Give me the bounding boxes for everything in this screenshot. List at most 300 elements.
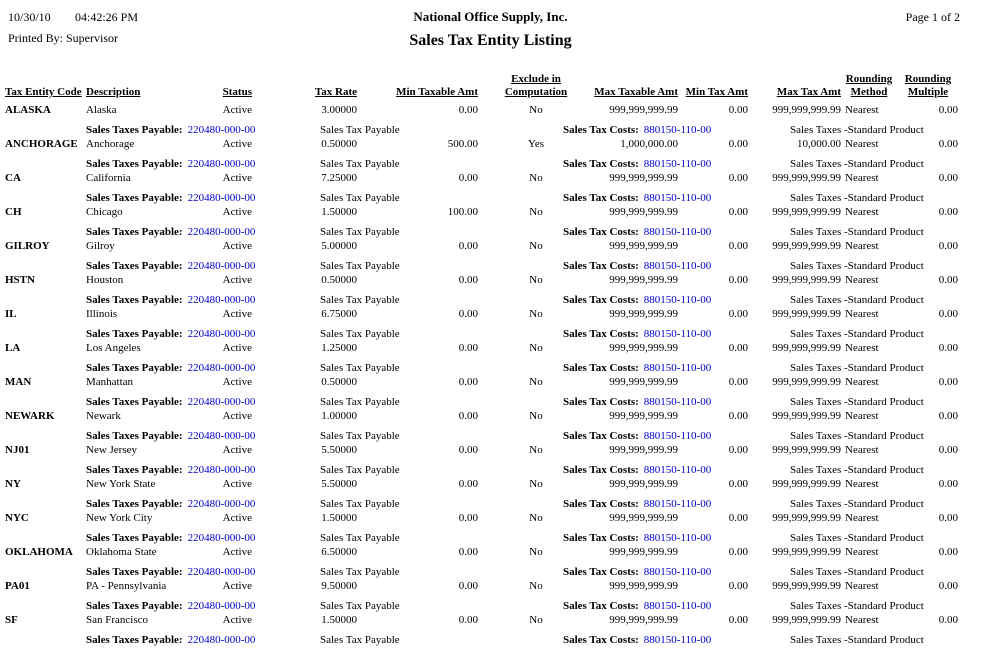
- entity-min-tax-amt: 0.00: [728, 104, 748, 116]
- entity-status: Active: [222, 240, 252, 252]
- sales-taxes-payable-account-desc: Sales Tax Payable: [320, 124, 400, 136]
- sales-taxes-payable-account-desc: Sales Tax Payable: [320, 192, 400, 204]
- sales-taxes-payable-account-desc: Sales Tax Payable: [320, 158, 400, 170]
- sales-tax-costs-label: Sales Tax Costs:: [563, 430, 639, 442]
- entity-min-taxable-amt: 0.00: [458, 172, 478, 184]
- entity-group: [0, 375, 981, 409]
- sales-tax-costs-account-desc: Sales Taxes -Standard Product: [790, 192, 924, 204]
- header-min-tax-amt: Min Tax Amt: [685, 86, 748, 98]
- entity-rounding-method: Nearest: [845, 274, 879, 286]
- entity-min-taxable-amt: 0.00: [458, 104, 478, 116]
- sales-taxes-payable-account-link[interactable]: 220480-000-00: [187, 226, 256, 238]
- entity-group: [0, 443, 981, 477]
- entity-row: [0, 273, 981, 287]
- sales-tax-costs-account-link[interactable]: 880150-110-00: [643, 430, 712, 442]
- sales-taxes-payable-account-link[interactable]: 220480-000-00: [187, 498, 256, 510]
- sales-tax-costs-account-desc: Sales Taxes -Standard Product: [790, 600, 924, 612]
- entity-code: MAN: [5, 376, 32, 388]
- entity-row: [0, 409, 981, 423]
- entity-rounding-multiple: 0.00: [938, 274, 958, 286]
- accounts-row: [0, 327, 981, 341]
- entity-status: Active: [222, 478, 252, 490]
- sales-tax-costs-account-desc: Sales Taxes -Standard Product: [790, 396, 924, 408]
- entity-max-taxable-amt: 999,999,999.99: [609, 308, 678, 320]
- entity-exclude-in-computation: Yes: [527, 138, 544, 150]
- entity-status: Active: [222, 376, 252, 388]
- entity-row: [0, 171, 981, 185]
- sales-taxes-payable-account-desc: Sales Tax Payable: [320, 430, 400, 442]
- entity-rounding-method: Nearest: [845, 478, 879, 490]
- entity-status: Active: [222, 444, 252, 456]
- sales-taxes-payable-label: Sales Taxes Payable:: [86, 498, 183, 510]
- entity-rounding-multiple: 0.00: [938, 172, 958, 184]
- entity-description: Gilroy: [86, 240, 115, 252]
- entity-min-tax-amt: 0.00: [728, 614, 748, 626]
- entity-exclude-in-computation: No: [529, 274, 543, 286]
- accounts-row: [0, 395, 981, 409]
- entity-status: Active: [222, 138, 252, 150]
- sales-tax-costs-account-link[interactable]: 880150-110-00: [643, 532, 712, 544]
- header-exclude-in-computation: Exclude in Computation: [504, 73, 568, 98]
- entity-max-taxable-amt: 999,999,999.99: [609, 342, 678, 354]
- entity-rounding-method: Nearest: [845, 410, 879, 422]
- entity-code: GILROY: [5, 240, 50, 252]
- report-title: Sales Tax Entity Listing: [409, 32, 572, 49]
- entity-group: [0, 613, 981, 647]
- sales-taxes-payable-label: Sales Taxes Payable:: [86, 464, 183, 476]
- entity-group: [0, 205, 981, 239]
- entity-status: Active: [222, 614, 252, 626]
- sales-taxes-payable-label: Sales Taxes Payable:: [86, 124, 183, 136]
- entity-max-taxable-amt: 999,999,999.99: [609, 444, 678, 456]
- entity-max-tax-amt: 999,999,999.99: [772, 308, 841, 320]
- entity-min-taxable-amt: 0.00: [458, 478, 478, 490]
- sales-taxes-payable: [86, 429, 255, 443]
- entity-code: OKLAHOMA: [5, 546, 73, 558]
- entity-min-tax-amt: 0.00: [728, 376, 748, 388]
- sales-tax-costs-account-link[interactable]: 880150-110-00: [643, 124, 712, 136]
- sales-taxes-payable-account-desc: Sales Tax Payable: [320, 260, 400, 272]
- sales-tax-costs-account-desc: Sales Taxes -Standard Product: [790, 294, 924, 306]
- sales-taxes-payable-account-desc: Sales Tax Payable: [320, 566, 400, 578]
- entity-max-taxable-amt: 999,999,999.99: [609, 410, 678, 422]
- entity-row: [0, 103, 981, 117]
- sales-tax-costs-account-desc: Sales Taxes -Standard Product: [790, 498, 924, 510]
- entity-exclude-in-computation: No: [529, 240, 543, 252]
- entity-row: [0, 239, 981, 253]
- sales-tax-costs-account-desc: Sales Taxes -Standard Product: [790, 634, 924, 646]
- sales-taxes-payable-account-link[interactable]: 220480-000-00: [187, 294, 256, 306]
- entity-max-tax-amt: 999,999,999.99: [772, 104, 841, 116]
- sales-taxes-payable: [86, 293, 255, 307]
- entity-status: Active: [222, 104, 252, 116]
- accounts-row: [0, 191, 981, 205]
- sales-tax-costs-label: Sales Tax Costs:: [563, 192, 639, 204]
- entity-description: Anchorage: [86, 138, 135, 150]
- sales-tax-costs-account-link[interactable]: 880150-110-00: [643, 396, 712, 408]
- report-date: 10/30/10: [8, 10, 51, 24]
- entity-code: CH: [5, 206, 22, 218]
- sales-tax-costs-account-link[interactable]: 880150-110-00: [643, 566, 712, 578]
- sales-tax-costs-account-link[interactable]: 880150-110-00: [643, 634, 712, 646]
- sales-tax-costs-account-link[interactable]: 880150-110-00: [643, 464, 712, 476]
- entity-min-tax-amt: 0.00: [728, 206, 748, 218]
- entity-rounding-multiple: 0.00: [938, 308, 958, 320]
- entity-row: [0, 341, 981, 355]
- sales-taxes-payable-account-desc: Sales Tax Payable: [320, 498, 400, 510]
- entity-min-taxable-amt: 0.00: [458, 580, 478, 592]
- sales-taxes-payable-account-link[interactable]: 220480-000-00: [187, 158, 256, 170]
- entity-tax-rate: 1.00000: [321, 410, 357, 422]
- entity-description: Houston: [86, 274, 124, 286]
- sales-taxes-payable-account-link[interactable]: 220480-000-00: [187, 328, 256, 340]
- sales-tax-costs: [563, 123, 711, 137]
- entity-description: New Jersey: [86, 444, 138, 456]
- accounts-row: [0, 599, 981, 613]
- entity-row: [0, 307, 981, 321]
- entity-max-tax-amt: 999,999,999.99: [772, 512, 841, 524]
- sales-tax-costs: [563, 531, 711, 545]
- sales-taxes-payable-label: Sales Taxes Payable:: [86, 260, 183, 272]
- entity-row: [0, 613, 981, 627]
- header-tax-rate: Tax Rate: [314, 86, 357, 98]
- entity-exclude-in-computation: No: [529, 342, 543, 354]
- entity-status: Active: [222, 172, 252, 184]
- entity-max-tax-amt: 999,999,999.99: [772, 546, 841, 558]
- header-min-taxable-amt: Min Taxable Amt: [396, 86, 478, 98]
- entity-rounding-method: Nearest: [845, 546, 879, 558]
- entity-status: Active: [222, 410, 252, 422]
- sales-tax-costs: [563, 395, 711, 409]
- sales-taxes-payable-account-link[interactable]: 220480-000-00: [187, 362, 256, 374]
- sales-tax-costs: [563, 157, 711, 171]
- sales-taxes-payable: [86, 361, 255, 375]
- entity-rounding-method: Nearest: [845, 342, 879, 354]
- sales-taxes-payable-account-desc: Sales Tax Payable: [320, 464, 400, 476]
- entity-row: [0, 579, 981, 593]
- entity-max-taxable-amt: 999,999,999.99: [609, 274, 678, 286]
- entity-rounding-multiple: 0.00: [938, 138, 958, 150]
- entity-row: [0, 477, 981, 491]
- entity-row: [0, 375, 981, 389]
- sales-taxes-payable-label: Sales Taxes Payable:: [86, 294, 183, 306]
- entity-tax-rate: 0.50000: [321, 274, 357, 286]
- entity-max-tax-amt: 999,999,999.99: [772, 614, 841, 626]
- entity-min-tax-amt: 0.00: [728, 512, 748, 524]
- entity-max-taxable-amt: 999,999,999.99: [609, 546, 678, 558]
- entity-group: [0, 171, 981, 205]
- entity-code: ANCHORAGE: [5, 138, 78, 150]
- header-rounding-multiple: Rounding Multiple: [904, 73, 952, 98]
- sales-taxes-payable-account-desc: Sales Tax Payable: [320, 362, 400, 374]
- sales-tax-costs: [563, 361, 711, 375]
- entity-min-taxable-amt: 0.00: [458, 410, 478, 422]
- sales-taxes-payable: [86, 157, 255, 171]
- entity-tax-rate: 7.25000: [321, 172, 357, 184]
- entity-group: [0, 341, 981, 375]
- sales-taxes-payable: [86, 123, 255, 137]
- sales-taxes-payable: [86, 225, 255, 239]
- sales-tax-costs: [563, 463, 711, 477]
- entity-max-taxable-amt: 999,999,999.99: [609, 580, 678, 592]
- sales-tax-costs-account-link[interactable]: 880150-110-00: [643, 294, 712, 306]
- sales-taxes-payable: [86, 259, 255, 273]
- entity-max-taxable-amt: 999,999,999.99: [609, 478, 678, 490]
- sales-taxes-payable: [86, 565, 255, 579]
- entity-group: [0, 511, 981, 545]
- sales-tax-costs-label: Sales Tax Costs:: [563, 600, 639, 612]
- entity-status: Active: [222, 274, 252, 286]
- sales-tax-costs-label: Sales Tax Costs:: [563, 634, 639, 646]
- entity-group: [0, 137, 981, 171]
- accounts-row: [0, 361, 981, 375]
- header-max-taxable-amt: Max Taxable Amt: [594, 86, 678, 98]
- sales-taxes-payable-account-desc: Sales Tax Payable: [320, 600, 400, 612]
- entity-tax-rate: 1.50000: [321, 512, 357, 524]
- entity-exclude-in-computation: No: [529, 580, 543, 592]
- entity-group: [0, 579, 981, 613]
- entity-tax-rate: 6.75000: [321, 308, 357, 320]
- sales-taxes-payable: [86, 497, 255, 511]
- entity-rounding-multiple: 0.00: [938, 240, 958, 252]
- sales-taxes-payable-account-desc: Sales Tax Payable: [320, 396, 400, 408]
- sales-tax-costs: [563, 565, 711, 579]
- entity-description: California: [86, 172, 131, 184]
- entity-rounding-method: Nearest: [845, 240, 879, 252]
- entity-exclude-in-computation: No: [529, 308, 543, 320]
- header-max-tax-amt: Max Tax Amt: [776, 86, 841, 98]
- entity-tax-rate: 9.50000: [321, 580, 357, 592]
- entity-min-taxable-amt: 0.00: [458, 444, 478, 456]
- entity-max-taxable-amt: 999,999,999.99: [609, 172, 678, 184]
- sales-tax-costs-label: Sales Tax Costs:: [563, 464, 639, 476]
- entity-tax-rate: 5.50000: [321, 444, 357, 456]
- sales-tax-costs-account-desc: Sales Taxes -Standard Product: [790, 226, 924, 238]
- entity-exclude-in-computation: No: [529, 444, 543, 456]
- entity-code: ALASKA: [5, 104, 51, 116]
- entity-min-taxable-amt: 0.00: [458, 512, 478, 524]
- sales-tax-costs: [563, 293, 711, 307]
- sales-tax-costs: [563, 225, 711, 239]
- entity-max-tax-amt: 999,999,999.99: [772, 410, 841, 422]
- entity-code: NEWARK: [5, 410, 55, 422]
- sales-tax-costs-account-desc: Sales Taxes -Standard Product: [790, 464, 924, 476]
- sales-taxes-payable-label: Sales Taxes Payable:: [86, 362, 183, 374]
- accounts-row: [0, 259, 981, 273]
- entity-rounding-multiple: 0.00: [938, 104, 958, 116]
- entity-exclude-in-computation: No: [529, 206, 543, 218]
- entity-status: Active: [222, 580, 252, 592]
- entity-group: [0, 409, 981, 443]
- sales-taxes-payable-label: Sales Taxes Payable:: [86, 158, 183, 170]
- entity-description: PA - Pennsylvania: [86, 580, 167, 592]
- sales-tax-costs-label: Sales Tax Costs:: [563, 328, 639, 340]
- entity-min-taxable-amt: 0.00: [458, 274, 478, 286]
- sales-taxes-payable: [86, 191, 255, 205]
- sales-taxes-payable-account-link[interactable]: 220480-000-00: [187, 600, 256, 612]
- sales-taxes-payable-label: Sales Taxes Payable:: [86, 532, 183, 544]
- report-time: 04:42:26 PM: [75, 10, 139, 24]
- sales-tax-costs-account-link[interactable]: 880150-110-00: [643, 260, 712, 272]
- entity-min-taxable-amt: 0.00: [458, 614, 478, 626]
- entity-description: New York State: [86, 478, 156, 490]
- sales-taxes-payable-label: Sales Taxes Payable:: [86, 396, 183, 408]
- sales-tax-costs-account-desc: Sales Taxes -Standard Product: [790, 566, 924, 578]
- sales-tax-costs-account-desc: Sales Taxes -Standard Product: [790, 362, 924, 374]
- sales-taxes-payable-account-link[interactable]: 220480-000-00: [187, 260, 256, 272]
- sales-tax-costs-label: Sales Tax Costs:: [563, 124, 639, 136]
- sales-tax-costs-label: Sales Tax Costs:: [563, 396, 639, 408]
- printed-by: Printed By: Supervisor: [8, 31, 118, 45]
- entity-rounding-multiple: 0.00: [938, 546, 958, 558]
- sales-tax-costs: [563, 599, 711, 613]
- entity-tax-rate: 6.50000: [321, 546, 357, 558]
- entity-max-tax-amt: 999,999,999.99: [772, 342, 841, 354]
- entity-max-taxable-amt: 999,999,999.99: [609, 104, 678, 116]
- entity-rounding-method: Nearest: [845, 614, 879, 626]
- sales-tax-costs-label: Sales Tax Costs:: [563, 566, 639, 578]
- entity-rounding-method: Nearest: [845, 512, 879, 524]
- entity-max-taxable-amt: 999,999,999.99: [609, 240, 678, 252]
- entity-min-tax-amt: 0.00: [728, 478, 748, 490]
- sales-tax-costs: [563, 497, 711, 511]
- sales-taxes-payable-account-link[interactable]: 220480-000-00: [187, 566, 256, 578]
- entity-rounding-multiple: 0.00: [938, 342, 958, 354]
- sales-taxes-payable: [86, 531, 255, 545]
- entity-max-taxable-amt: 1,000,000.00: [620, 138, 678, 150]
- sales-taxes-payable-account-link[interactable]: 220480-000-00: [187, 464, 256, 476]
- accounts-row: [0, 293, 981, 307]
- entity-status: Active: [222, 342, 252, 354]
- sales-taxes-payable-account-link[interactable]: 220480-000-00: [187, 430, 256, 442]
- sales-tax-costs: [563, 259, 711, 273]
- entity-rounding-method: Nearest: [845, 376, 879, 388]
- sales-tax-costs-account-link[interactable]: 880150-110-00: [643, 226, 712, 238]
- entity-tax-rate: 5.50000: [321, 478, 357, 490]
- sales-tax-costs-account-desc: Sales Taxes -Standard Product: [790, 430, 924, 442]
- entity-group: [0, 103, 981, 137]
- entity-max-taxable-amt: 999,999,999.99: [609, 614, 678, 626]
- entity-max-tax-amt: 10,000.00: [797, 138, 841, 150]
- entity-rounding-multiple: 0.00: [938, 614, 958, 626]
- entity-rounding-method: Nearest: [845, 138, 879, 150]
- entity-tax-rate: 5.00000: [321, 240, 357, 252]
- entity-max-tax-amt: 999,999,999.99: [772, 206, 841, 218]
- entity-code: NY: [5, 478, 21, 490]
- entity-code: CA: [5, 172, 21, 184]
- entity-min-taxable-amt: 100.00: [447, 206, 478, 218]
- sales-taxes-payable-account-link[interactable]: 220480-000-00: [187, 124, 256, 136]
- entity-min-tax-amt: 0.00: [728, 138, 748, 150]
- sales-tax-costs-account-link[interactable]: 880150-110-00: [643, 158, 712, 170]
- entity-description: Oklahoma State: [86, 546, 157, 558]
- sales-taxes-payable-account-desc: Sales Tax Payable: [320, 294, 400, 306]
- sales-tax-costs-account-link[interactable]: 880150-110-00: [643, 192, 712, 204]
- entity-tax-rate: 0.50000: [321, 376, 357, 388]
- entity-max-tax-amt: 999,999,999.99: [772, 240, 841, 252]
- sales-taxes-payable: [86, 463, 255, 477]
- sales-taxes-payable-label: Sales Taxes Payable:: [86, 430, 183, 442]
- entity-group: [0, 239, 981, 273]
- sales-taxes-payable-account-link[interactable]: 220480-000-00: [187, 634, 256, 646]
- entity-rounding-multiple: 0.00: [938, 444, 958, 456]
- sales-tax-costs: [563, 429, 711, 443]
- sales-taxes-payable-label: Sales Taxes Payable:: [86, 328, 183, 340]
- entity-code: PA01: [5, 580, 30, 592]
- sales-taxes-payable-account-link[interactable]: 220480-000-00: [187, 532, 256, 544]
- entity-max-taxable-amt: 999,999,999.99: [609, 376, 678, 388]
- entity-tax-rate: 1.25000: [321, 342, 357, 354]
- entity-description: Chicago: [86, 206, 123, 218]
- accounts-row: [0, 463, 981, 477]
- sales-taxes-payable-label: Sales Taxes Payable:: [86, 600, 183, 612]
- sales-taxes-payable: [86, 633, 255, 647]
- entity-min-tax-amt: 0.00: [728, 172, 748, 184]
- entity-code: SF: [5, 614, 18, 626]
- sales-tax-costs-account-link[interactable]: 880150-110-00: [643, 362, 712, 374]
- sales-taxes-payable-account-desc: Sales Tax Payable: [320, 532, 400, 544]
- page-number: Page 1 of 2: [905, 10, 960, 24]
- sales-taxes-payable-account-link[interactable]: 220480-000-00: [187, 396, 256, 408]
- accounts-row: [0, 225, 981, 239]
- entity-code: IL: [5, 308, 17, 320]
- entity-exclude-in-computation: No: [529, 478, 543, 490]
- header-status: Status: [222, 86, 252, 98]
- entity-description: San Francisco: [86, 614, 149, 626]
- accounts-row: [0, 531, 981, 545]
- entity-tax-rate: 3.00000: [321, 104, 357, 116]
- entity-code: HSTN: [5, 274, 35, 286]
- entity-rounding-multiple: 0.00: [938, 580, 958, 592]
- header-description: Description: [86, 86, 141, 98]
- entity-min-tax-amt: 0.00: [728, 308, 748, 320]
- sales-tax-costs-label: Sales Tax Costs:: [563, 158, 639, 170]
- entity-exclude-in-computation: No: [529, 512, 543, 524]
- sales-taxes-payable-account-desc: Sales Tax Payable: [320, 634, 400, 646]
- entity-rounding-method: Nearest: [845, 308, 879, 320]
- sales-tax-costs-account-desc: Sales Taxes -Standard Product: [790, 260, 924, 272]
- entity-min-taxable-amt: 500.00: [447, 138, 478, 150]
- entity-exclude-in-computation: No: [529, 172, 543, 184]
- entity-row: [0, 443, 981, 457]
- entity-exclude-in-computation: No: [529, 410, 543, 422]
- sales-tax-costs-account-desc: Sales Taxes -Standard Product: [790, 124, 924, 136]
- entity-max-taxable-amt: 999,999,999.99: [609, 512, 678, 524]
- sales-tax-costs-account-link[interactable]: 880150-110-00: [643, 328, 712, 340]
- sales-tax-costs-account-link[interactable]: 880150-110-00: [643, 600, 712, 612]
- entity-description: Illinois: [86, 308, 118, 320]
- entity-min-tax-amt: 0.00: [728, 342, 748, 354]
- entity-description: Newark: [86, 410, 121, 422]
- sales-tax-costs-account-link[interactable]: 880150-110-00: [643, 498, 712, 510]
- entity-row: [0, 205, 981, 219]
- entity-description: Alaska: [86, 104, 117, 116]
- entity-rounding-method: Nearest: [845, 206, 879, 218]
- header-tax-entity-code: Tax Entity Code: [5, 86, 82, 98]
- accounts-row: [0, 497, 981, 511]
- sales-taxes-payable-label: Sales Taxes Payable:: [86, 634, 183, 646]
- entity-status: Active: [222, 546, 252, 558]
- sales-tax-costs: [563, 191, 711, 205]
- entity-min-taxable-amt: 0.00: [458, 308, 478, 320]
- entity-max-tax-amt: 999,999,999.99: [772, 478, 841, 490]
- sales-taxes-payable-account-link[interactable]: 220480-000-00: [187, 192, 256, 204]
- entity-rounding-multiple: 0.00: [938, 512, 958, 524]
- entity-tax-rate: 1.50000: [321, 206, 357, 218]
- entity-max-tax-amt: 999,999,999.99: [772, 172, 841, 184]
- sales-tax-costs-label: Sales Tax Costs:: [563, 362, 639, 374]
- accounts-row: [0, 429, 981, 443]
